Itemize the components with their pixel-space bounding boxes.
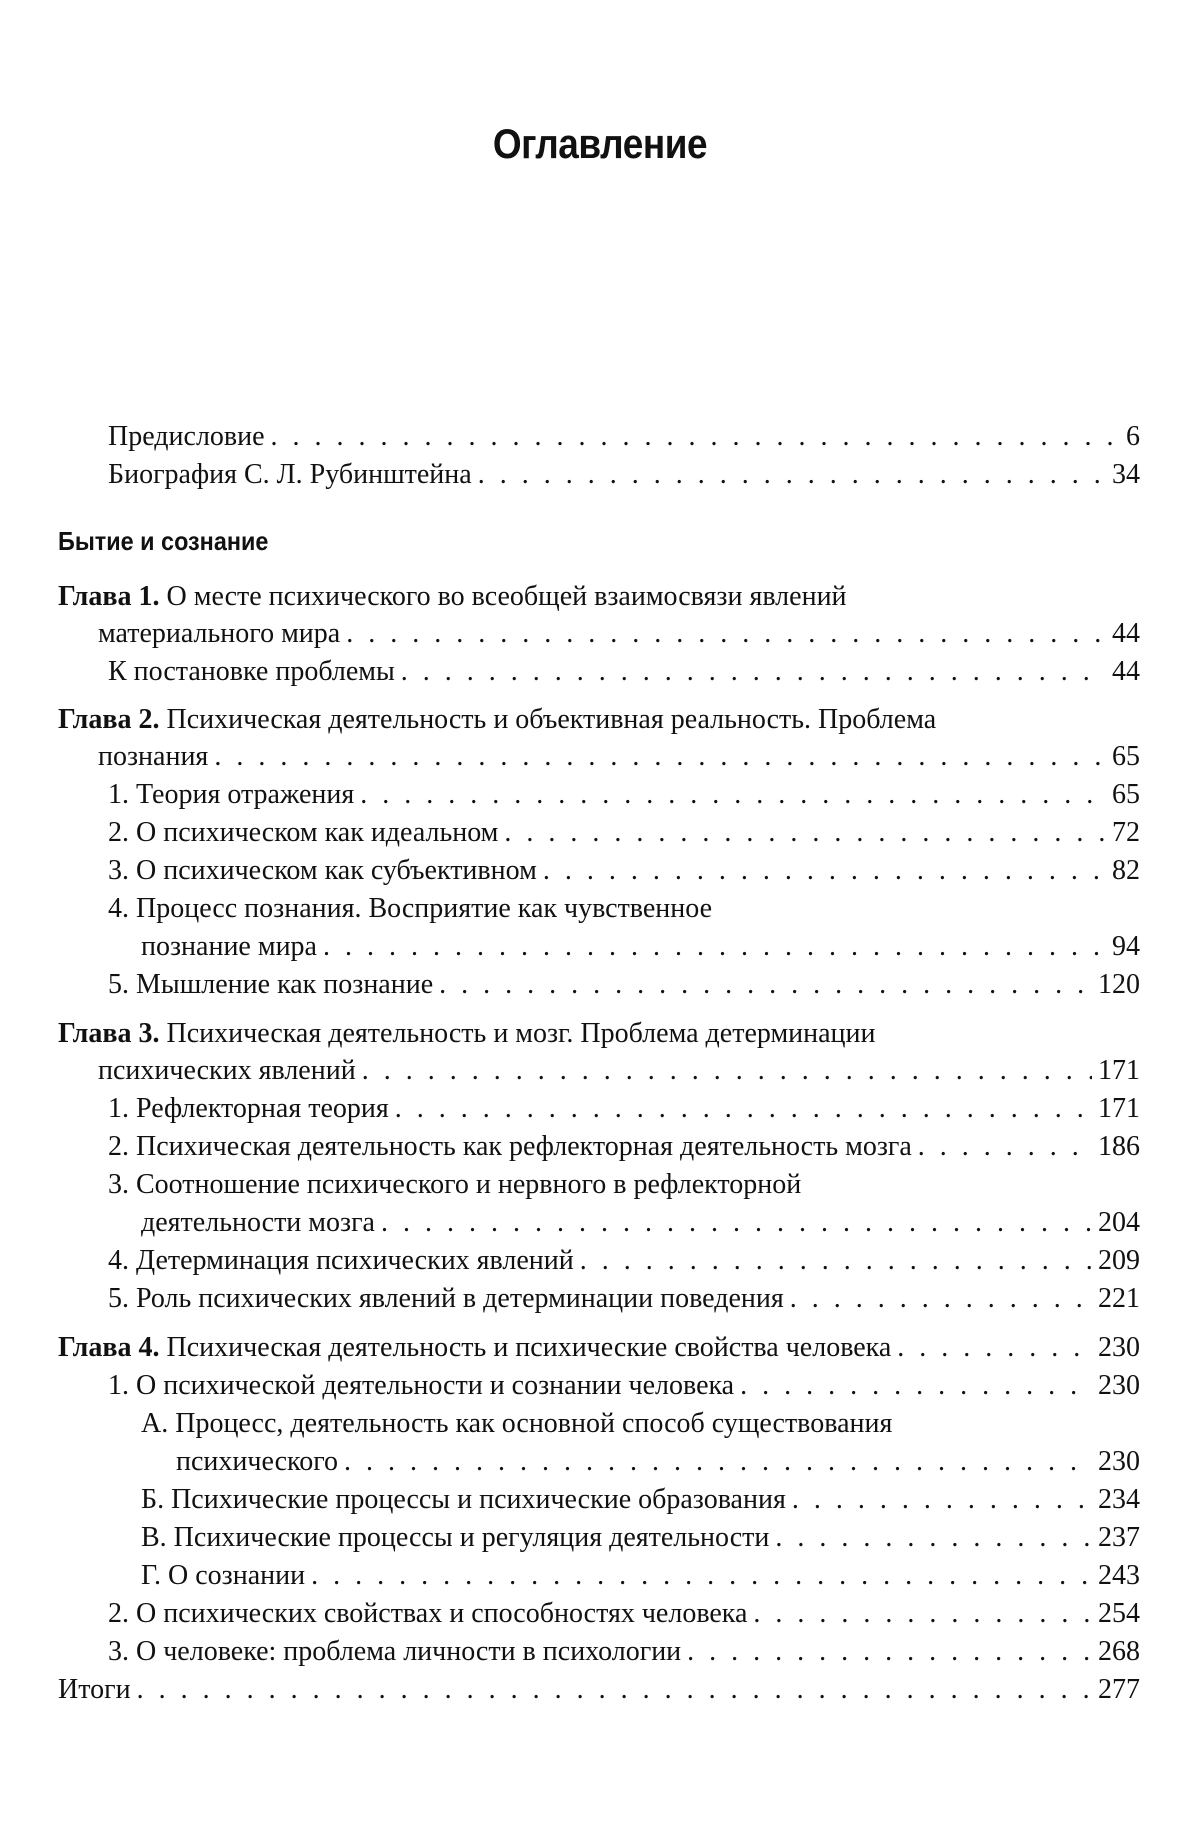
page-number: 171 (1098, 1055, 1140, 1086)
page-number: 6 (1126, 421, 1140, 452)
toc-entry (98, 1052, 1140, 1090)
toc-entry (176, 1443, 1140, 1481)
page-number: 82 (1112, 855, 1140, 886)
page-number: 277 (1098, 1674, 1140, 1705)
entry-text: В. Психические процессы и регуляция деятельности (141, 1522, 770, 1553)
entry-text: материального мира (98, 618, 341, 649)
page-number: 230 (1098, 1370, 1140, 1401)
entry-text: 1. Рефлекторная теория (108, 1093, 389, 1124)
dot-leader (543, 852, 1106, 890)
dot-leader (790, 1280, 1092, 1318)
dot-leader (753, 1595, 1092, 1633)
dot-leader (344, 1443, 1092, 1481)
chapter-heading (58, 1015, 1140, 1053)
toc-entry (108, 1128, 1140, 1166)
page-number: 65 (1112, 741, 1140, 772)
dot-leader (504, 814, 1106, 852)
page-title: Оглавление (492, 120, 708, 167)
page-number: 34 (1112, 459, 1140, 490)
page-number: 243 (1098, 1560, 1140, 1591)
dot-leader (792, 1481, 1092, 1519)
entry-text: 2. О психических свойствах и способностях человека (108, 1598, 748, 1629)
dot-leader (687, 1633, 1092, 1671)
dot-leader (580, 1242, 1092, 1280)
page-number: 44 (1112, 618, 1140, 649)
toc-entry (108, 852, 1140, 890)
page-number: 237 (1098, 1522, 1140, 1553)
toc-entry (108, 776, 1140, 814)
dot-leader (381, 1204, 1092, 1242)
entry-text: 1. О психической деятельности и сознании человека (108, 1370, 735, 1401)
toc-entry (141, 1204, 1140, 1242)
chapter-heading (58, 578, 1140, 616)
toc-entry (141, 928, 1140, 966)
toc-entry-line: 4. Процесс познания. Восприятие как чувственное (108, 893, 713, 924)
dot-leader (137, 1671, 1092, 1709)
entry-text: Биография С. Л. Рубинштейна (108, 459, 472, 490)
entry-text: Б. Психические процессы и психические образования (141, 1484, 786, 1515)
dot-leader (775, 1519, 1092, 1557)
entry-text: деятельности мозга (141, 1207, 375, 1238)
chapter-label: Глава 4. (58, 1332, 160, 1363)
dot-leader (323, 928, 1106, 966)
entry-text: Предисловие (108, 421, 265, 452)
dot-leader (740, 1367, 1092, 1405)
page-number: 72 (1112, 817, 1140, 848)
chapter-label: Глава 3. (58, 1018, 160, 1049)
page-number: 94 (1112, 931, 1140, 962)
toc-entry (108, 1595, 1140, 1633)
entry-text: 2. О психическом как идеальном (108, 817, 499, 848)
entry-text: Итоги (58, 1674, 131, 1705)
entry-text: К постановке проблемы (108, 656, 395, 687)
entry-text: 5. Мышление как познание (108, 969, 434, 1000)
chapter-title: Психическая деятельность и психические свойства человека (159, 1332, 892, 1363)
toc-entry (141, 1481, 1140, 1519)
toc-entry (108, 1280, 1140, 1318)
toc-entry (98, 615, 1140, 653)
toc-entry (108, 1633, 1140, 1671)
chapter-title: О месте психического во всеобщей взаимосвязи явлений (159, 581, 847, 612)
chapter-heading (58, 701, 1140, 739)
chapter-label: Глава 1. (58, 581, 160, 612)
entry-text: 3. О психическом как субъективном (108, 855, 537, 886)
toc-entry (141, 1519, 1140, 1557)
toc-entry (58, 1671, 1140, 1709)
dot-leader (439, 966, 1092, 1004)
chapter-title: Психическая деятельность и мозг. Проблема детерминации (159, 1018, 876, 1049)
dot-leader (360, 776, 1106, 814)
toc-entry (108, 418, 1140, 456)
entry-text: психического (176, 1446, 338, 1477)
dot-leader (401, 653, 1106, 691)
dot-leader (362, 1052, 1092, 1090)
chapter-title: Психическая деятельность и объективная реальность. Проблема (159, 704, 937, 735)
entry-text: психических явлений (98, 1055, 356, 1086)
chapter-label: Глава 2. (58, 704, 160, 735)
entry-text: 4. Детерминация психических явлений (108, 1245, 574, 1276)
toc-entry (141, 1557, 1140, 1595)
dot-leader (346, 615, 1106, 653)
section-heading: Бытие и сознание (58, 526, 269, 556)
page-number: 65 (1112, 779, 1140, 810)
toc-entry-line: 3. Соотношение психического и нервного в рефлекторной (108, 1169, 802, 1200)
entry-text: 5. Роль психических явлений в детерминации поведения (108, 1283, 784, 1314)
dot-leader (271, 418, 1120, 456)
toc-entry (108, 814, 1140, 852)
page-number: 186 (1098, 1131, 1140, 1162)
dot-leader (918, 1128, 1092, 1166)
page-number: 234 (1098, 1484, 1140, 1515)
entry-text: 1. Теория отражения (108, 779, 355, 810)
page-number: 120 (1098, 969, 1140, 1000)
toc-entry (108, 456, 1140, 494)
toc-entry-line: А. Процесс, деятельность как основной способ существования (141, 1408, 893, 1439)
toc-entry (108, 1242, 1140, 1280)
toc-entry (108, 1367, 1140, 1405)
toc-entry (108, 1090, 1140, 1128)
chapter-heading (58, 1329, 1140, 1367)
page-number: 268 (1098, 1636, 1140, 1667)
dot-leader (214, 738, 1106, 776)
entry-text: Г. О сознании (141, 1560, 306, 1591)
dot-leader (395, 1090, 1092, 1128)
entry-text: познание мира (141, 931, 317, 962)
page-number: 44 (1112, 656, 1140, 687)
entry-text: познания (98, 741, 209, 772)
dot-leader (311, 1557, 1092, 1595)
entry-text: 3. О человеке: проблема личности в психологии (108, 1636, 682, 1667)
entry-text (58, 1329, 891, 1367)
page-number: 221 (1098, 1283, 1140, 1314)
page-number: 230 (1098, 1446, 1140, 1477)
toc-entry (98, 738, 1140, 776)
page-number: 171 (1098, 1093, 1140, 1124)
page-number: 254 (1098, 1598, 1140, 1629)
toc-entry (108, 966, 1140, 1004)
page-number: 209 (1098, 1245, 1140, 1276)
toc-entry (108, 653, 1140, 691)
dot-leader (897, 1329, 1092, 1367)
entry-text: 2. Психическая деятельность как рефлекторная деятельность мозга (108, 1131, 912, 1162)
page-number: 230 (1098, 1332, 1140, 1363)
dot-leader (478, 456, 1106, 494)
page-number: 204 (1098, 1207, 1140, 1238)
